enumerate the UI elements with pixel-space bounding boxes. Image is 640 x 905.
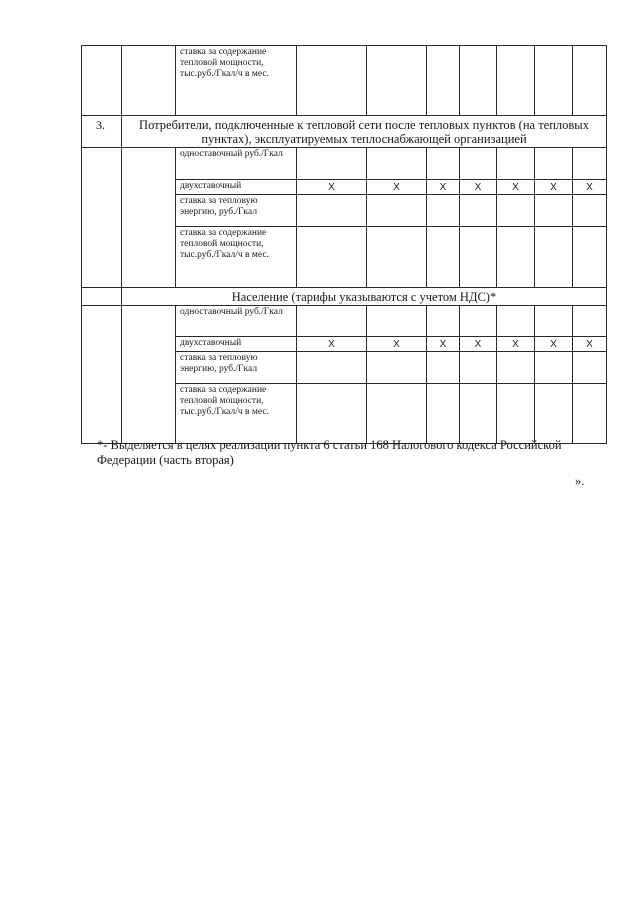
x-mark: X <box>367 180 427 195</box>
table-cell <box>82 46 122 116</box>
x-mark: X <box>297 337 367 352</box>
x-mark: X <box>497 180 535 195</box>
population-title: Население (тарифы указываются с учетом НДС)* <box>122 288 607 306</box>
x-mark: X <box>297 180 367 195</box>
table-cell <box>122 46 176 116</box>
x-mark: X <box>367 337 427 352</box>
heat-energy-rate-label: ставка за тепловую энергию, руб./Гкал <box>176 352 297 384</box>
table-row <box>82 46 607 116</box>
x-mark: X <box>573 337 607 352</box>
x-mark: X <box>460 337 497 352</box>
heat-energy-rate-label: ставка за тепловую энергию, руб./Гкал <box>176 195 297 227</box>
x-mark: X <box>460 180 497 195</box>
section-title: Потребители, подключенные к тепловой сети после тепловых пунктов (на тепловых пунктах), эксплуатируемых теплоснабжающей организацией <box>122 116 607 148</box>
capacity-rate-label: ставка за содержание тепловой мощности, тыс.руб./Гкал/ч в мес. <box>176 46 297 116</box>
x-mark: X <box>535 337 573 352</box>
capacity-rate-label: ставка за содержание тепловой мощности, тыс.руб./Гкал/ч в мес. <box>176 384 297 444</box>
section-number: 3. <box>82 116 122 148</box>
two-rate-label: двухставочный <box>176 180 297 195</box>
x-mark: X <box>427 180 460 195</box>
section-header-row <box>82 116 607 148</box>
x-mark: X <box>573 180 607 195</box>
table-row <box>82 306 607 337</box>
one-rate-label: одноставочный руб./Гкал <box>176 306 297 337</box>
one-rate-label: одноставочный руб./Гкал <box>176 148 297 180</box>
x-mark: X <box>497 337 535 352</box>
tariff-table <box>81 45 607 444</box>
closing-quote: ». <box>575 474 585 488</box>
x-mark: X <box>535 180 573 195</box>
capacity-rate-label: ставка за содержание тепловой мощности, тыс.руб./Гкал/ч в мес. <box>176 227 297 288</box>
two-rate-label: двухставочный <box>176 337 297 352</box>
x-mark: X <box>427 337 460 352</box>
population-header-row <box>82 288 607 306</box>
table-row <box>82 148 607 180</box>
footnote: *- Выделяется в целях реализации пункта 6 статьи 168 Налогового кодекса Российской Федерации (часть вторая) <box>97 438 562 467</box>
